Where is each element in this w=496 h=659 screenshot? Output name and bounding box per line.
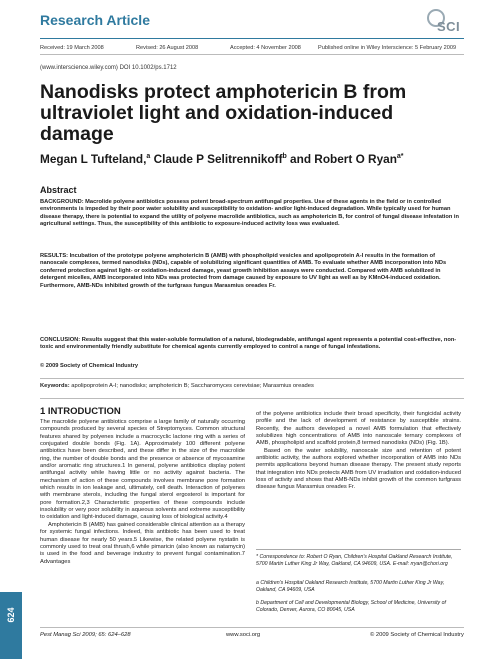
author-3: and Robert O Ryan — [286, 152, 397, 166]
abstract-conclusion: CONCLUSION: Results suggest that this water-soluble formulation of a natural, biodegradable, antifungal agent represents a potential cost-effective, non-toxic and environmentally friendly substitute for chemical agents currently employed to control a range of fungal infestations. — [40, 337, 457, 351]
abstract-results: RESULTS: Incubation of the prototype polyene amphotericin B (AMB) with phospholipid vesicles and apolipoprotein A-I results in the formation of nanoscale complexes, termed nanodisks (NDs), capable of solubilizing significant quantities of AMB. To evaluate whether AMB incorporation into NDs conferred protection against light- or oxidation-induced damage, yeast growth inhibition assays were conducted. Compared with AMB solubilized in detergent micelles, AMB incorporated into NDs was protected from damage caused by exposure to UV light as well as by KMnO4-induced oxidation. Furthermore, AMB-NDs inhibited growth of the turfgrass fungus Marasmius oreades Fr. — [40, 253, 447, 289]
journal-section-label: Research Article — [40, 12, 150, 28]
footer-url[interactable]: www.soci.org — [226, 632, 261, 638]
affiliation-b: b Department of Cell and Developmental Biology, School of Medicine, University of Colorado, Denver, Aurora, CO 80045, USA — [256, 600, 446, 613]
correspondence-footnote: * Correspondence to: Robert O Ryan, Children's Hospital Oakland Research Institute, 5700 Martin Luther King Jr Way, Oakland, CA 94609, USA. E-mail: rryan@chori.org — [256, 554, 453, 567]
page-number: 624 — [6, 607, 16, 623]
doi-line[interactable]: (www.interscience.wiley.com) DOI 10.1002/ps.1712 — [40, 65, 177, 71]
abstract-rule-top — [40, 378, 464, 379]
left-column — [40, 419, 245, 566]
affiliation-a: a Children's Hospital Oakland Research Institute, 5700 Martin Luther King Jr Way, Oakland, CA 94609, USA — [256, 580, 445, 593]
page-number-tab — [0, 592, 22, 659]
published-date: Published online in Wiley Interscience: 5 February 2009 — [318, 45, 457, 51]
section-heading-introduction: 1 INTRODUCTION — [40, 406, 121, 417]
revised-date: Revised: 26 August 2008 — [136, 45, 199, 51]
author-2: Claude P Selitrennikoff — [150, 152, 283, 166]
author-list — [40, 152, 404, 166]
author-1-affiliation: a — [146, 153, 151, 161]
intro-paragraph-2: Amphotericin B (AMB) has gained considerable clinical attention as a therapy for systemic fungal infections. Indeed, this antibiotic has been used to treat human disease for nearly 50 years.5 Likewise, the related polyene nystatin is commonly used to treat oral thrush,6 while pimaricin (also known as natamycin) is used in the food and beverage industry to prevent fungal contamination.7 Advantages — [40, 521, 245, 565]
right-column — [256, 411, 461, 492]
received-date: Received: 19 March 2008 — [40, 45, 104, 51]
abstract-heading: Abstract — [40, 185, 77, 195]
accepted-date: Accepted: 4 November 2008 — [230, 45, 301, 51]
footnote-rule — [256, 549, 461, 550]
keywords-line — [40, 383, 464, 389]
author-3-affiliation: a* — [396, 153, 404, 161]
footer-citation: Pest Manag Sci 2009; 65: 624–628 — [40, 632, 131, 638]
footer-rule — [40, 627, 464, 628]
intro-paragraph-1: The macrolide polyene antibiotics comprise a large family of naturally occurring compounds produced by several species of Streptomyces. Common structural features shared by polyenes include a macrocyclic lactone ring with a series of conjugated double bonds (Fig. 1A). Approximately 100 different polyene antibiotics have been described, and these differ in the size of the macrolide ring, the number of double bonds and the presence or absence of mycosamine and/or aromatic ring structures.1 In general, polyene antibiotics display potent antifungal activity while having little or no activity against bacteria. The mechanism of action of these compounds involves membrane pore formation which results in ion leakage and, ultimately, cell death. Interaction of polyenes with membrane sterols, including the fungal sterol ergosterol is important for pore formation.2,3 Characteristic properties of these compounds include insolubility or very poor solubility in aqueous solvents and extreme susceptibility to oxidation and light-induced damage, causing loss of biological activity.4 — [40, 419, 245, 521]
header-rule — [40, 38, 464, 39]
sci-logo — [427, 9, 465, 37]
logo-text: SCI — [437, 19, 461, 34]
author-2-affiliation: b — [282, 153, 287, 161]
footer-copyright: © 2009 Society of Chemical Industry — [370, 632, 464, 638]
keywords-label: Keywords: — [40, 383, 70, 389]
article-title: Nanodisks protect amphotericin B from ultraviolet light and oxidation-induced damage — [40, 81, 407, 145]
author-1: Megan L Tufteland, — [40, 152, 147, 166]
dates-rule — [40, 54, 464, 55]
intro-paragraph-4: Based on the water solubility, nanoscale size and retention of potent antibiotic activity, the authors explored whether incorporation of AMB into NDs permits applications beyond human disease therapy. The present study reports that integration into NDs protects AMB from UV irradiation and oxidation-induced loss of activity and shows that AMB-NDs inhibit growth of the common turfgrass disease fungus Marasmius oreades Fr. — [256, 447, 461, 491]
keywords-rule — [40, 398, 464, 399]
abstract-background: BACKGROUND: Macrolide polyene antibiotics possess potent broad-spectrum antifungal properties. Use of these agents in the field or in controlled environments is impeded by their poor water solubility and susceptibility to oxidation- and/or light-induced degradation. While typically used for human disease therapy, there is potential to expand the utility of polyene macrolide antibiotics, such as amphotericin B, for control of fungal disease infestation in agricultural settings. Thus, the susceptibility of this antibiotic to exposure-induced activity loss was evaluated. — [40, 199, 459, 228]
abstract-copyright: © 2009 Society of Chemical Industry — [40, 363, 139, 369]
keywords-text: apolipoprotein A-I; nanodisks; amphotericin B; Saccharomyces cerevisiae; Marasmius oreades — [71, 383, 314, 389]
intro-paragraph-3: of the polyene antibiotics include their broad specificity, their fungicidal activity profile and the lack of development of resistance by susceptible strains. Recently, the authors developed a novel AMB formulation that effectively solubilizes high concentrations of AMB into nanoscale ternary complexes of AMB, phospholipid and scaffold protein,8 termed nanodisks (NDs) (Fig. 1B). — [256, 411, 461, 447]
